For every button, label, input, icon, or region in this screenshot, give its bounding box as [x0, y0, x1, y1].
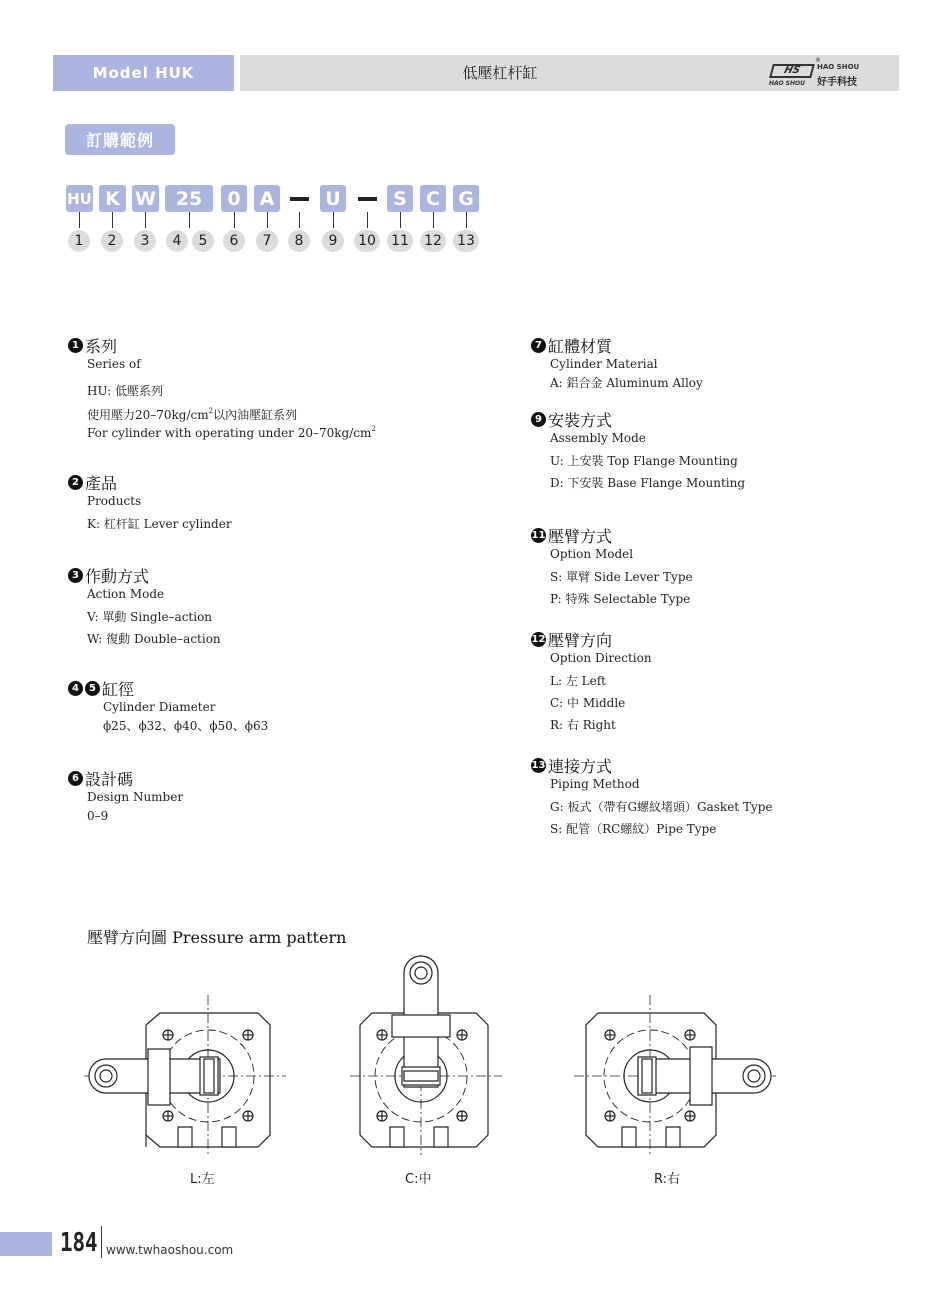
section-line: 0–9: [87, 809, 109, 823]
code-number: 12: [420, 230, 446, 252]
order-example-label: 訂購範例: [65, 124, 175, 155]
section-line: G: 板式（帶有G螺紋堵頭）Gasket Type: [550, 800, 773, 814]
section-design-number: [68, 768, 183, 827]
superscript: 2: [208, 407, 214, 415]
section-badge: 12: [531, 633, 546, 645]
code-box: A: [254, 185, 280, 212]
code-number: 3: [134, 230, 156, 252]
section-badge: 6: [68, 771, 83, 786]
section-title: 缸體材質: [548, 336, 613, 356]
section-line: L: 左 Left: [550, 674, 606, 688]
logo-mark-sub: HAO SHOU: [769, 80, 805, 87]
code-box: 25: [165, 185, 213, 212]
section-subtitle: Action Mode: [87, 587, 165, 601]
logo-registered: ®: [815, 57, 821, 64]
code-box: 0: [221, 185, 247, 212]
logo-mark: HS: [769, 64, 815, 78]
section-badge: 7: [531, 338, 546, 353]
section-assembly-mode: [531, 409, 745, 494]
section-title: 設計碼: [85, 769, 134, 789]
code-number: 4: [166, 230, 188, 252]
section-line: W: 復動 Double–action: [87, 632, 221, 646]
code-number: 8: [288, 230, 310, 252]
section-subtitle: Assembly Mode: [550, 431, 646, 445]
section-line: S: 單臂 Side Lever Type: [550, 570, 693, 584]
section-subtitle: Piping Method: [550, 777, 640, 791]
section-line: ϕ25、ϕ32、ϕ40、ϕ50、ϕ63: [103, 719, 269, 733]
code-number: 6: [223, 230, 245, 252]
code-number: 13: [453, 230, 479, 252]
section-title: 壓臂方式: [548, 526, 613, 546]
arm-left-diagram: [80, 955, 290, 1155]
section-title: 安裝方式: [548, 410, 613, 430]
section-cylinder-diameter: [68, 678, 268, 737]
arm-center-diagram: [320, 955, 530, 1155]
section-line: R: 右 Right: [550, 718, 616, 732]
section-title: 作動方式: [85, 566, 150, 586]
header-bar: [240, 55, 899, 91]
code-dash: [290, 197, 309, 201]
code-number: 1: [68, 230, 90, 252]
code-box: HU: [66, 185, 93, 212]
section-cylinder-material: [531, 335, 703, 394]
section-badge: 2: [68, 475, 83, 490]
code-dash: [358, 197, 377, 201]
section-line: U: 上安裝 Top Flange Mounting: [550, 454, 738, 468]
website-url[interactable]: www.twhaoshou.com: [106, 1243, 234, 1257]
section-badge: 3: [68, 568, 83, 583]
arm-left-label: L:左: [190, 1172, 215, 1187]
section-action-mode: [68, 565, 221, 650]
section-line: D: 下安裝 Base Flange Mounting: [550, 476, 746, 490]
code-number: 11: [387, 230, 413, 252]
section-title: 壓臂方向: [548, 630, 613, 650]
section-option-direction: [531, 629, 652, 736]
section-line: S: 配管（RC螺紋）Pipe Type: [550, 822, 717, 836]
section-badge: 1: [68, 338, 83, 353]
footer-divider: [101, 1226, 102, 1258]
section-badge: 5: [85, 681, 100, 696]
arm-right-label: R:右: [654, 1172, 681, 1187]
section-badge: 9: [531, 412, 546, 427]
section-badge: 13: [531, 759, 546, 771]
section-title: 系列: [85, 336, 118, 356]
section-subtitle: Products: [87, 494, 142, 508]
code-box: S: [387, 185, 413, 212]
code-number: 7: [256, 230, 278, 252]
section-title: 產品: [85, 473, 118, 493]
page-title: 低壓杠杆缸: [462, 64, 538, 82]
section-subtitle: Series of: [87, 357, 141, 371]
section-piping-method: [531, 755, 773, 840]
section-line: 使用壓力20–70kg/cm: [87, 408, 209, 422]
model-label: Model HUK: [53, 55, 234, 91]
code-box: U: [320, 185, 346, 212]
code-box: W: [132, 185, 159, 212]
section-subtitle: Cylinder Diameter: [103, 700, 216, 714]
section-option-model: [531, 525, 693, 610]
section-subtitle: Option Model: [550, 547, 634, 561]
section-title: 缸徑: [102, 679, 135, 699]
section-line: For cylinder with operating under 20–70kg/cm: [87, 426, 372, 440]
logo-english: HAO SHOU: [817, 63, 860, 71]
code-box: C: [420, 185, 446, 212]
section-line: K: 杠杆缸 Lever cylinder: [87, 517, 232, 531]
code-number: 9: [322, 230, 344, 252]
section-line: V: 單動 Single–action: [87, 610, 213, 624]
pattern-title: 壓臂方向圖 Pressure arm pattern: [87, 928, 347, 947]
code-number: 2: [101, 230, 123, 252]
logo-chinese: 好手科技: [817, 77, 857, 88]
section-subtitle: Design Number: [87, 790, 184, 804]
code-number: 5: [192, 230, 214, 252]
footer-accent-bar: [0, 1232, 52, 1256]
superscript: 2: [371, 425, 376, 433]
section-badge: 11: [531, 529, 546, 541]
section-subtitle: Cylinder Material: [550, 357, 658, 371]
section-title: 連接方式: [548, 756, 613, 776]
section-line: A: 鋁合金 Aluminum Alloy: [550, 376, 703, 390]
section-line: C: 中 Middle: [550, 696, 626, 710]
brand-logo: [769, 57, 861, 88]
code-box: G: [453, 185, 479, 212]
section-line: 以內油壓缸系列: [213, 408, 298, 422]
section-series: [68, 335, 376, 438]
section-line: P: 特殊 Selectable Type: [550, 592, 691, 606]
section-products: [68, 472, 232, 535]
arm-center-label: C:中: [405, 1172, 432, 1187]
section-badge: 4: [68, 681, 83, 696]
section-line: HU: 低壓系列: [87, 384, 164, 398]
section-subtitle: Option Direction: [550, 651, 652, 665]
page-number: 184: [60, 1228, 98, 1258]
code-box: K: [99, 185, 126, 212]
arm-right-diagram: [570, 955, 780, 1155]
code-number: 10: [354, 230, 380, 252]
